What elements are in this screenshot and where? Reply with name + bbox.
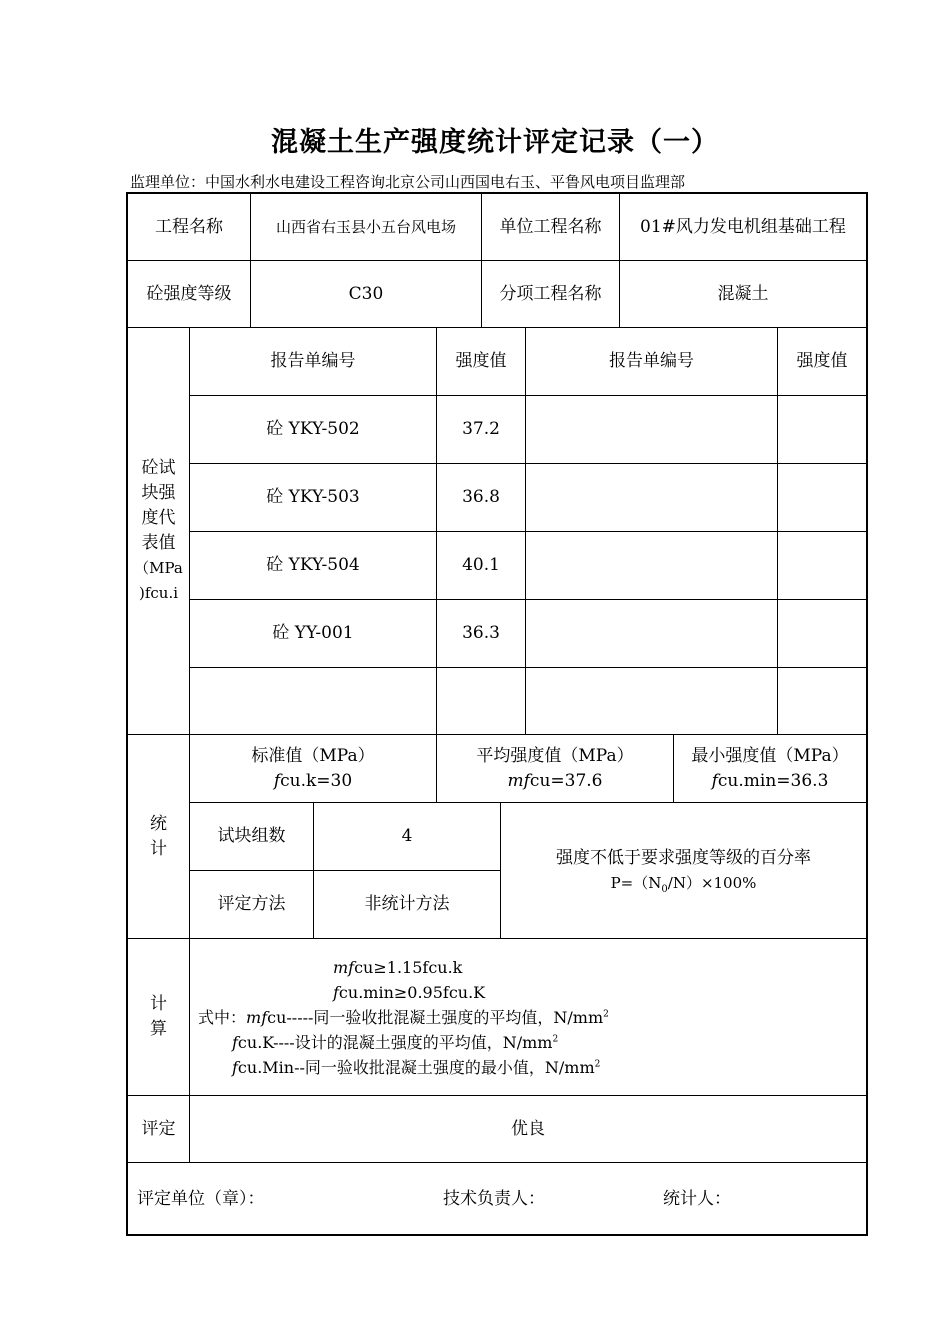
samples-side-label: 砼试 块强 度代 表值 （MPa )fcu.i [134, 458, 183, 602]
mean-value: mfcu=37.6 [507, 770, 603, 791]
min-value-cell [674, 735, 866, 802]
percent-formula-title: 强度不低于要求强度等级的百分率 [556, 847, 811, 868]
method-label: 评定方法 [217, 894, 286, 914]
stats-side-label: 统 计 [150, 813, 167, 859]
standard-value-label: 标准值（MPa） [251, 745, 375, 766]
sample-value-5 [437, 668, 525, 734]
group-count-value: 4 [401, 826, 413, 846]
technical-lead-label: 技术负责人： [443, 1189, 545, 1209]
percent-formula: $P=(N_0/N)\times 100\%$ [610, 873, 757, 895]
min-value: fcu.min=36.3 [711, 770, 829, 791]
header-strength-1: 强度值 [455, 351, 507, 371]
sub-project-label: 分项工程名称 [499, 283, 602, 304]
unit-project-label: 单位工程名称 [499, 216, 602, 237]
standard-value: fcu.k=30 [273, 770, 353, 791]
sample-report-4: 砼 YY-001 [272, 623, 354, 643]
standard-value-cell [190, 735, 436, 802]
mean-value-cell [437, 735, 673, 802]
unit-project-value: 01#风力发电机组基础工程 [640, 216, 846, 237]
formula-min: fcu.min≥0.95fcu.K [333, 983, 486, 1002]
header-strength-2: 强度值 [796, 351, 848, 371]
sample-value-4: 36.3 [462, 623, 500, 643]
sample-value-1: 37.2 [462, 419, 500, 439]
sample-value-3: 40.1 [462, 555, 500, 575]
sub-project-value: 混凝土 [717, 283, 769, 304]
supervisor-unit: 监理单位：中国水利水电建设工程咨询北京公司山西国电右玉、平鲁风电项目监理部 [130, 173, 686, 191]
sample-value-2: 36.8 [462, 487, 500, 507]
percent-formula-cell [501, 803, 866, 938]
evaluation-label: 评定 [141, 1118, 176, 1139]
mean-value-label: 平均强度值（MPa） [476, 745, 634, 766]
sample-report-5 [190, 668, 436, 734]
concrete-grade-value: C30 [348, 283, 384, 304]
formula-note-min: fcu.Min--同一验收批混凝土强度的最小值，$N/mm^2$ [232, 1058, 601, 1077]
sample-report-3: 砼 YKY-504 [266, 555, 360, 575]
concrete-grade-label: 砼强度等级 [146, 283, 232, 304]
page-title: 混凝土生产强度统计评定记录（一） [271, 127, 719, 158]
formula-mean: mfcu≥1.15fcu.k [333, 958, 463, 977]
statistician-label: 统计人： [663, 1189, 731, 1209]
evaluating-unit-label: 评定单位（章）： [137, 1189, 265, 1209]
project-name-value: 山西省右玉县小五台风电场 [275, 217, 456, 236]
min-value-label: 最小强度值（MPa） [691, 745, 849, 766]
header-report-number-1: 报告单编号 [270, 351, 356, 371]
method-value: 非统计方法 [364, 894, 450, 914]
group-count-label: 试块组数 [217, 826, 286, 846]
calc-side-label: 计 算 [150, 994, 167, 1039]
project-name-label: 工程名称 [155, 216, 223, 237]
sample-report-2: 砼 YKY-503 [266, 487, 360, 507]
evaluation-value: 优良 [511, 1118, 545, 1139]
header-report-number-2: 报告单编号 [609, 351, 694, 371]
formula-note-mean: 式中：mfcu-----同一验收批混凝土强度的平均值，$N/mm^2$ [198, 1008, 609, 1027]
formula-note-design: fcu.K----设计的混凝土强度的平均值，$N/mm^2$ [232, 1033, 559, 1052]
sample-report-1: 砼 YKY-502 [266, 419, 360, 439]
